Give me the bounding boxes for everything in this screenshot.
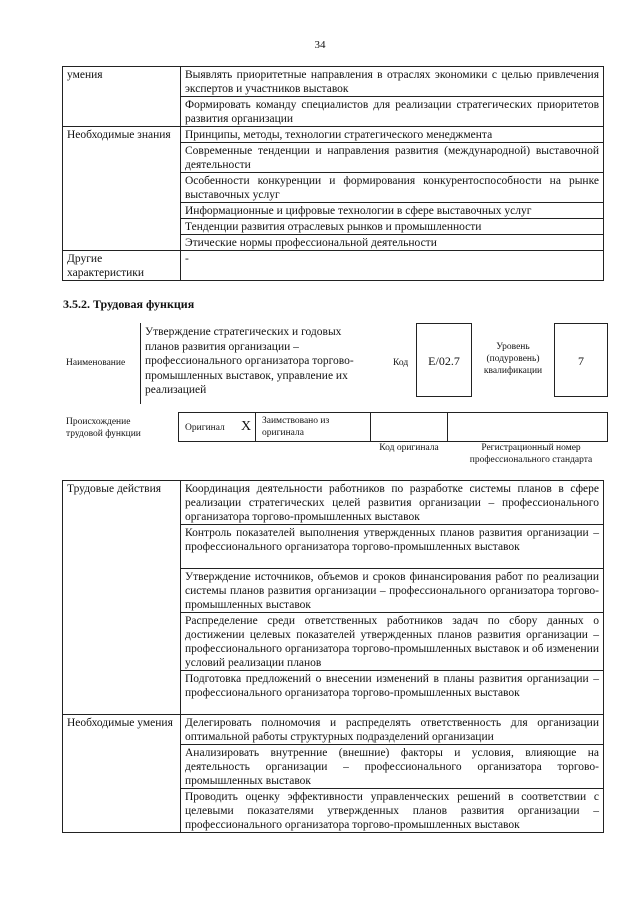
skill-item: Выявлять приоритетные направления в отраслях экономики с целью привлечения экспертов и участников выставок bbox=[181, 67, 604, 97]
reg-number-cell bbox=[447, 412, 608, 442]
name-value: Утверждение стратегических и годовых планов развития организации – профессионального организатора торгово-промышленных выставок, управление их реализацией bbox=[140, 323, 380, 404]
action-item: Координация деятельности работников по разработке системы планов в сфере реализации стратегических целей развития организации – профессионального организатора торгово-промышленных выставок bbox=[181, 481, 604, 525]
knowledge-item: Особенности конкуренции и формирования конкурентоспособности на рынке выставочных услуг bbox=[181, 173, 604, 203]
other-item: - bbox=[181, 251, 604, 281]
origin-label: Происхождение трудовой функции bbox=[66, 417, 141, 439]
skill-item: Формировать команду специалистов для реализации стратегических приоритетов развития организации bbox=[181, 97, 604, 127]
row-label-actions: Трудовые действия bbox=[63, 481, 181, 715]
skill-item: Делегировать полномочия и распределять ответственность для организации оптимальной работы структурных подразделений организации bbox=[181, 715, 604, 745]
origin-code-cell bbox=[370, 412, 448, 442]
row-label-skills: умения bbox=[63, 67, 181, 127]
knowledge-item: Этические нормы профессиональной деятельности bbox=[181, 235, 604, 251]
skill-item: Проводить оценку эффективности управленческих решений в соответствии с целевыми показателями утвержденных планов развития организации – профессионального организатора торгово-промышленных выставок bbox=[181, 789, 604, 833]
code-caption: Код оригинала bbox=[379, 443, 439, 453]
level-label: Уровень (подуровень) квалификации bbox=[483, 342, 543, 376]
knowledge-item: Информационные и цифровые технологии в сфере выставочных услуг bbox=[181, 203, 604, 219]
original-cell bbox=[178, 412, 256, 442]
level-value: 7 bbox=[554, 323, 608, 397]
knowledge-item: Современные тенденции и направления развития (международной) выставочной деятельности bbox=[181, 143, 604, 173]
action-item: Распределение среди ответственных работников задач по сбору данных о достижении целевых показателей утвержденных планов развития организации – профессионального организатора торгово-промышленных выставок и об изменении условий реализации планов bbox=[181, 613, 604, 671]
action-item: Контроль показателей выполнения утвержденных планов развития организации – профессионального организатора торгово-промышленных выставок bbox=[181, 525, 604, 569]
skill-item: Анализировать внутренние (внешние) факторы и условия, влияющие на деятельность организации – профессионального организатора торгово-промышленных выставок bbox=[181, 745, 604, 789]
borrowed-cell bbox=[255, 412, 371, 442]
knowledge-item: Принципы, методы, технологии стратегического менеджмента bbox=[181, 127, 604, 143]
action-item: Подготовка предложений о внесении изменений в планы развития организации – профессионального организатора торгово-промышленных выставок bbox=[181, 671, 604, 715]
original-label: Оригинал bbox=[185, 423, 225, 433]
code-label: Код bbox=[393, 358, 409, 368]
row-label-skills: Необходимые умения bbox=[63, 715, 181, 833]
name-label: Наименование bbox=[66, 358, 126, 368]
original-mark: X bbox=[241, 419, 252, 434]
row-label-other: Другие характеристики bbox=[63, 251, 181, 281]
section-title: 3.5.2. Трудовая функция bbox=[63, 297, 195, 311]
page-number: 34 bbox=[314, 39, 326, 51]
reg-caption: Регистрационный номер профессионального стандарта bbox=[469, 443, 593, 465]
row-label-knowledge: Необходимые знания bbox=[63, 127, 181, 251]
action-item: Утверждение источников, объемов и сроков финансирования работ по реализации системы планов развития организации – профессионального организатора торгово-промышленных выставок bbox=[181, 569, 604, 613]
code-value: E/02.7 bbox=[416, 323, 472, 397]
skills-knowledge-table bbox=[62, 66, 604, 281]
labor-actions-table bbox=[62, 480, 604, 833]
knowledge-item: Тенденции развития отраслевых рынков и промышленности bbox=[181, 219, 604, 235]
borrowed-label: Заимствовано из оригинала bbox=[262, 416, 330, 438]
